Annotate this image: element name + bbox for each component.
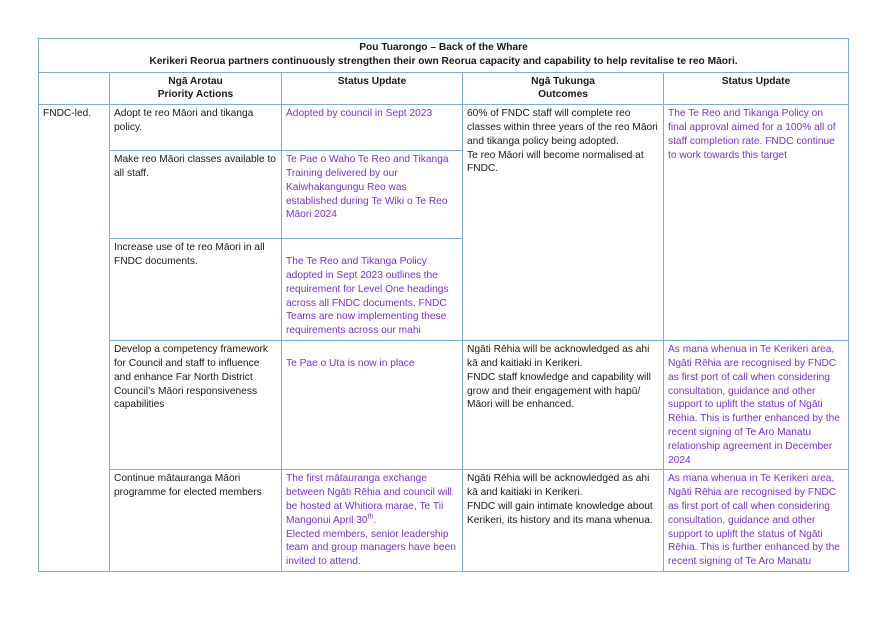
outcome-cell xyxy=(463,341,664,470)
column-header-actions xyxy=(110,72,282,105)
table-subtitle: Kerikeri Reorua partners continuously strengthen their own Reorua capacity and capability to help revitalise te reo Māori. xyxy=(149,55,738,67)
column-header-outcomes-english: Outcomes xyxy=(538,89,588,101)
outcome-status-text: As mana whenua in Te Kerikeri area, Ngāti Rēhia are recognised by FNDC as first port of call when considering consultation, guidance and other support to uplift the status of Ngāti Rēhia. This is further enhanced by the recent signing of Te Aro Manatu xyxy=(668,473,840,568)
outcome-text: FNDC staff knowledge and capability will grow and their engagement with hapū/ Māori will be enhanced. xyxy=(467,371,651,411)
action-text: Increase use of te reo Māori in all FNDC documents. xyxy=(114,242,265,267)
outcome-status-cell xyxy=(664,341,849,470)
action-text: Adopt te reo Māori and tikanga policy. xyxy=(114,108,254,133)
status-text: Te Pae o Uta is now in place xyxy=(286,358,415,370)
status-cell xyxy=(282,239,463,341)
column-header-empty xyxy=(39,72,110,105)
action-cell xyxy=(110,151,282,239)
column-header-row xyxy=(39,72,849,105)
action-cell xyxy=(110,470,282,572)
status-cell xyxy=(282,151,463,239)
action-cell xyxy=(110,239,282,341)
outcome-cell xyxy=(463,105,664,341)
table-title: Pou Tuarongo – Back of the Whare xyxy=(359,42,528,53)
table-title-cell xyxy=(39,39,849,73)
outcome-status-cell xyxy=(664,105,849,341)
outcome-cell xyxy=(463,470,664,572)
column-header-status-2-label: Status Update xyxy=(721,75,791,87)
column-header-outcomes xyxy=(463,72,664,105)
column-header-outcomes-maori: Ngā Tukunga xyxy=(531,75,595,87)
column-header-actions-maori: Ngā Arotau xyxy=(168,75,223,87)
status-cell xyxy=(282,105,463,151)
action-text: Develop a competency framework for Council and staff to influence and enhance Far North District Council’s Māori responsiveness capabilities xyxy=(114,344,269,411)
ordinal-suffix: th xyxy=(367,513,374,521)
status-text: The Te Reo and Tikanga Policy adopted in Sept 2023 outlines the requirement for Level One headings across all FNDC documents. FNDC Teams are now implementing these requirements across our mahi xyxy=(286,256,449,337)
outcome-status-text: The Te Reo and Tikanga Policy on final approval aimed for a 100% all of staff completion rate. FNDC continue to work towards this target xyxy=(668,108,836,161)
status-text xyxy=(286,472,458,527)
status-text-part: . xyxy=(373,514,377,526)
action-text: Make reo Māori classes available to all staff. xyxy=(114,154,276,179)
lead-cell xyxy=(39,105,110,572)
status-cell xyxy=(282,341,463,470)
outcome-status-cell xyxy=(664,470,849,572)
table-row xyxy=(39,470,849,572)
column-header-status-2 xyxy=(664,72,849,105)
status-text-part: The first mātauranga exchange between Ngāti Rēhia and council will be hosted at Whitiora marae, Te Tii Mangonui April 30 xyxy=(286,473,452,526)
table-row xyxy=(39,341,849,470)
priority-actions-table xyxy=(38,38,849,572)
status-cell xyxy=(282,470,463,572)
outcome-text: 60% of FNDC staff will complete reo classes within three years of the reo Māori and tikanga policy being adopted. xyxy=(467,108,658,147)
action-text: Continue mātauranga Māori programme for elected members xyxy=(114,473,262,499)
status-text: Adopted by council in Sept 2023 xyxy=(286,108,433,120)
outcome-text: Ngāti Rēhia will be acknowledged as ahi kā and kaitiaki in Kerikeri. xyxy=(467,344,650,369)
status-text: Elected members, senior leadership team and group managers have been invited to attend. xyxy=(286,528,456,568)
action-cell xyxy=(110,341,282,470)
outcome-status-text: As mana whenua in Te Kerikeri area, Ngāti Rēhia are recognised by FNDC as first port of call when considering consultation, guidance and other support to uplift the status of Ngāti Rēhia. This is further enhanced by the recent signing of Te Aro Manatu relationship agreement in December 2024 xyxy=(668,344,840,466)
status-text: Te Pae o Waho Te Reo and Tikanga Training delivered by our Kaiwhakangungu Reo was established during Te Wiki o Te Reo Māori 2024 xyxy=(286,154,449,221)
table-title-row xyxy=(39,39,849,73)
column-header-status-1 xyxy=(282,72,463,105)
column-header-status-1-label: Status Update xyxy=(337,75,407,87)
lead-label: FNDC-led. xyxy=(43,108,92,120)
outcome-text: Ngāti Rēhia will be acknowledged as ahi kā and kaitiaki in Kerikeri. xyxy=(467,473,650,499)
column-header-actions-english: Priority Actions xyxy=(157,89,234,101)
outcome-text: FNDC will gain intimate knowledge about Kerikeri, its history and its mana whenua. xyxy=(467,500,653,526)
action-cell xyxy=(110,105,282,151)
table-row xyxy=(39,105,849,151)
outcome-text: Te reo Māori will become normalised at FNDC. xyxy=(467,149,644,175)
